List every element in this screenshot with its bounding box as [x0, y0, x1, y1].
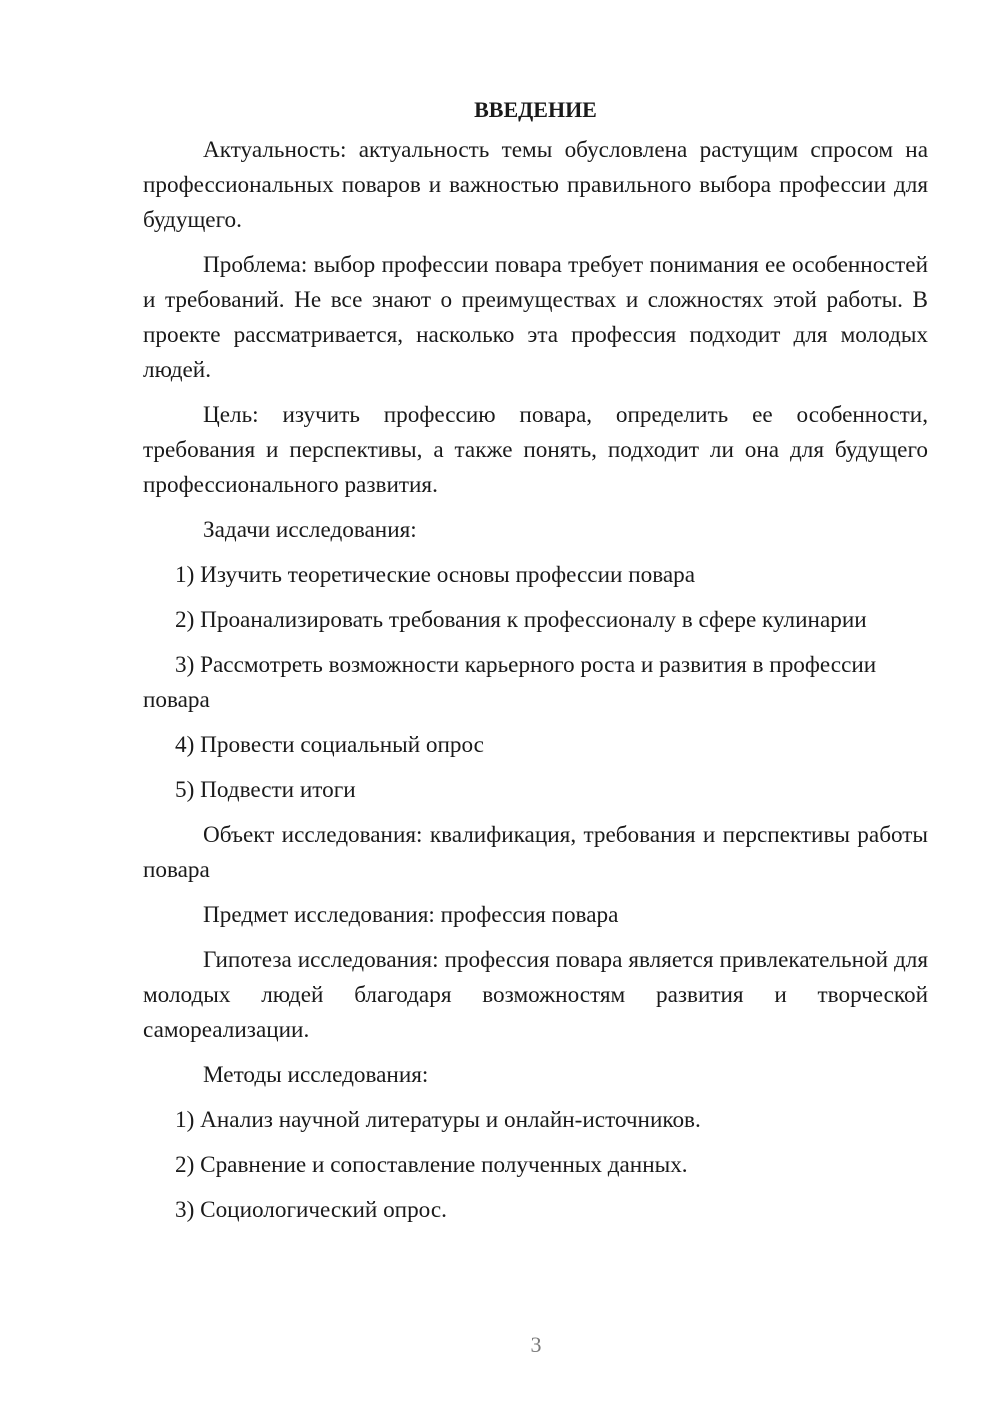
task-item: 5) Подвести итоги [175, 777, 356, 803]
page-title: ВВЕДЕНИЕ [474, 97, 597, 122]
subject-paragraph: Предмет исследования: профессия повара [203, 902, 619, 928]
goal-paragraph: Цель: изучить профессию повара, определить ее особенности, требования и перспективы, а также понять, подходит ли она для будущего профессионального развития. [143, 402, 928, 498]
task-item: 4) Провести социальный опрос [175, 732, 484, 758]
method-item: 2) Сравнение и сопоставление полученных данных. [175, 1152, 688, 1178]
task-item: 3) Рассмотреть возможности карьерного роста и развития в профессии повара [143, 652, 877, 713]
task-item: 2) Проанализировать требования к профессионалу в сфере кулинарии [175, 607, 867, 633]
relevance-paragraph: Актуальность: актуальность темы обусловлена растущим спросом на профессиональных поваров и важностью правильного выбора профессии для будущего. [143, 137, 928, 233]
hypothesis-paragraph: Гипотеза исследования: профессия повара является привлекательной для молодых людей благодаря возможностям развития и творческой самореализации. [143, 947, 928, 1043]
task-item: 1) Изучить теоретические основы профессии повара [175, 562, 696, 588]
method-item: 1) Анализ научной литературы и онлайн-источников. [175, 1107, 701, 1133]
method-item: 3) Социологический опрос. [175, 1197, 447, 1223]
page-content [143, 92, 928, 1238]
object-paragraph: Объект исследования: квалификация, требования и перспективы работы повара [143, 822, 928, 883]
page-number: 3 [530, 1332, 542, 1357]
tasks-heading: Задачи исследования: [203, 517, 417, 543]
methods-heading: Методы исследования: [203, 1062, 429, 1088]
problem-paragraph: Проблема: выбор профессии повара требует понимания ее особенностей и требований. Не все знают о преимуществах и сложностях этой работы. В проекте рассматривается, насколько эта профессия подходит для молодых людей. [143, 252, 928, 383]
